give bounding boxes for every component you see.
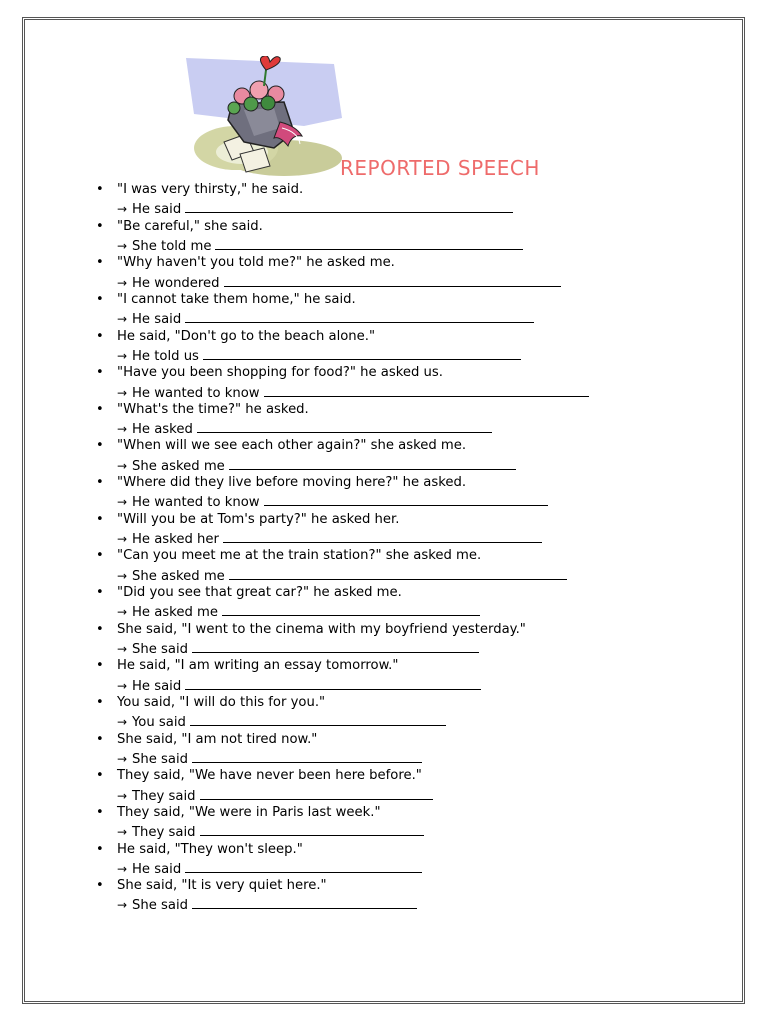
exercise-item: [96, 767, 736, 804]
exercise-answer-line: [117, 749, 736, 769]
exercise-item: [96, 474, 736, 511]
exercise-answer-line: [117, 383, 736, 403]
exercise-question: • "I was very thirsty," he said.: [117, 182, 304, 197]
arrow-right-icon: →: [117, 385, 128, 400]
answer-prompt: She asked me: [132, 458, 225, 474]
arrow-right-icon: →: [117, 275, 128, 290]
exercise-item: [96, 401, 736, 438]
exercise-item: [96, 621, 736, 658]
answer-blank[interactable]: [229, 566, 567, 580]
exercise-answer-line: [117, 676, 736, 696]
exercise-question: • "When will we see each other again?" she asked me.: [117, 438, 467, 454]
answer-blank[interactable]: [200, 786, 433, 800]
answer-blank[interactable]: [215, 236, 523, 250]
exercise-item: [96, 364, 736, 401]
exercise-list: [96, 181, 736, 914]
exercise-answer-line: [117, 602, 736, 622]
arrow-right-icon: →: [117, 568, 128, 583]
arrow-right-icon: →: [117, 202, 128, 217]
answer-blank[interactable]: [190, 712, 446, 726]
answer-blank[interactable]: [192, 639, 479, 653]
answer-prompt: He said: [132, 202, 182, 218]
answer-blank[interactable]: [192, 749, 422, 763]
answer-prompt: You said: [132, 715, 186, 731]
answer-prompt: He wondered: [132, 275, 220, 291]
answer-blank[interactable]: [222, 602, 480, 616]
exercise-question: • "I cannot take them home," he said.: [117, 291, 356, 307]
answer-blank[interactable]: [229, 456, 516, 470]
arrow-right-icon: →: [117, 605, 128, 620]
exercise-question: • They said, "We were in Paris last week.": [117, 804, 381, 820]
answer-prompt: She asked me: [132, 568, 225, 584]
arrow-right-icon: →: [117, 532, 128, 547]
answer-prompt: He asked her: [132, 532, 219, 548]
answer-blank[interactable]: [203, 346, 521, 360]
exercise-answer-line: [117, 309, 736, 329]
exercise-item: [96, 657, 736, 694]
exercise-answer-line: [117, 273, 736, 293]
exercise-item: [96, 547, 736, 584]
answer-prompt: He said: [132, 678, 182, 694]
arrow-right-icon: →: [117, 788, 128, 803]
answer-blank[interactable]: [200, 822, 424, 836]
answer-blank[interactable]: [185, 309, 534, 323]
arrow-right-icon: →: [117, 348, 128, 363]
exercise-item: [96, 694, 736, 731]
exercise-answer-line: [117, 419, 736, 439]
exercise-answer-line: [117, 529, 736, 549]
exercise-answer-line: [117, 236, 736, 256]
exercise-question: • "Be careful," she said.: [117, 218, 263, 234]
arrow-right-icon: →: [117, 898, 128, 913]
exercise-item: [96, 328, 736, 365]
exercise-question: • He said, "I am writing an essay tomorrow.": [117, 658, 399, 674]
exercise-answer-line: [117, 492, 736, 512]
flower-bouquet-icon: [184, 56, 344, 178]
exercise-item: [96, 804, 736, 841]
answer-prompt: She said: [132, 641, 189, 657]
exercise-item: [96, 437, 736, 474]
exercise-item: [96, 254, 736, 291]
exercise-question: • You said, "I will do this for you.": [117, 694, 326, 710]
answer-blank[interactable]: [224, 273, 561, 287]
arrow-right-icon: →: [117, 861, 128, 876]
exercise-question: • He said, "Don't go to the beach alone.": [117, 328, 376, 344]
exercise-question: • "Where did they live before moving here?" he asked.: [117, 475, 467, 491]
answer-blank[interactable]: [197, 419, 492, 433]
answer-prompt: She told me: [132, 238, 212, 254]
answer-prompt: They said: [132, 788, 196, 804]
answer-prompt: He wanted to know: [132, 385, 260, 401]
answer-blank[interactable]: [223, 529, 542, 543]
exercise-question: • "Can you meet me at the train station?" she asked me.: [117, 548, 482, 564]
arrow-right-icon: →: [117, 825, 128, 840]
exercise-answer-line: [117, 859, 736, 879]
arrow-right-icon: →: [117, 751, 128, 766]
exercise-question: • He said, "They won't sleep.": [117, 841, 303, 857]
exercise-item: [96, 511, 736, 548]
answer-prompt: He told us: [132, 348, 199, 364]
exercise-question: • "Have you been shopping for food?" he asked us.: [117, 365, 443, 381]
exercise-item: [96, 291, 736, 328]
exercise-item: [96, 584, 736, 621]
answer-blank[interactable]: [185, 676, 481, 690]
answer-prompt: She said: [132, 751, 189, 767]
answer-prompt: He said: [132, 861, 182, 877]
exercise-item: [96, 181, 736, 218]
answer-blank[interactable]: [264, 492, 548, 506]
exercise-question: • "Did you see that great car?" he asked me.: [117, 585, 402, 601]
exercise-answer-line: [117, 786, 736, 806]
arrow-right-icon: →: [117, 495, 128, 510]
exercise-question: • She said, "It is very quiet here.": [117, 878, 327, 894]
exercise-question: • "Will you be at Tom's party?" he asked her.: [117, 511, 400, 527]
answer-blank[interactable]: [264, 383, 589, 397]
exercise-item: [96, 218, 736, 255]
exercise-question: • She said, "I am not tired now.": [117, 731, 318, 747]
exercise-question: • "Why haven't you told me?" he asked me.: [117, 255, 395, 271]
page-title: REPORTED SPEECH: [340, 156, 540, 180]
exercise-answer-line: [117, 639, 736, 659]
exercise-answer-line: [117, 895, 736, 915]
arrow-right-icon: →: [117, 641, 128, 656]
answer-prompt: They said: [132, 825, 196, 841]
answer-prompt: He asked me: [132, 605, 218, 621]
arrow-right-icon: →: [117, 715, 128, 730]
exercise-answer-line: [117, 346, 736, 366]
exercise-answer-line: [117, 456, 736, 476]
answer-prompt: He said: [132, 312, 182, 328]
answer-prompt: He wanted to know: [132, 495, 260, 511]
arrow-right-icon: →: [117, 312, 128, 327]
answer-prompt: She said: [132, 898, 189, 914]
arrow-right-icon: →: [117, 458, 128, 473]
answer-blank[interactable]: [185, 859, 422, 873]
arrow-right-icon: →: [117, 678, 128, 693]
exercise-question: • She said, "I went to the cinema with my boyfriend yesterday.": [117, 621, 526, 637]
exercise-question: • "What's the time?" he asked.: [117, 401, 309, 417]
arrow-right-icon: →: [117, 422, 128, 437]
exercise-item: [96, 877, 736, 914]
exercise-item: [96, 731, 736, 768]
exercise-answer-line: [117, 566, 736, 586]
exercise-item: [96, 841, 736, 878]
answer-prompt: He asked: [132, 422, 193, 438]
exercise-answer-line: [117, 712, 736, 732]
answer-blank[interactable]: [192, 895, 417, 909]
answer-blank[interactable]: [185, 199, 513, 213]
exercise-answer-line: [117, 199, 736, 219]
exercise-answer-line: [117, 822, 736, 842]
exercise-question: • They said, "We have never been here before.": [117, 768, 422, 784]
arrow-right-icon: →: [117, 238, 128, 253]
